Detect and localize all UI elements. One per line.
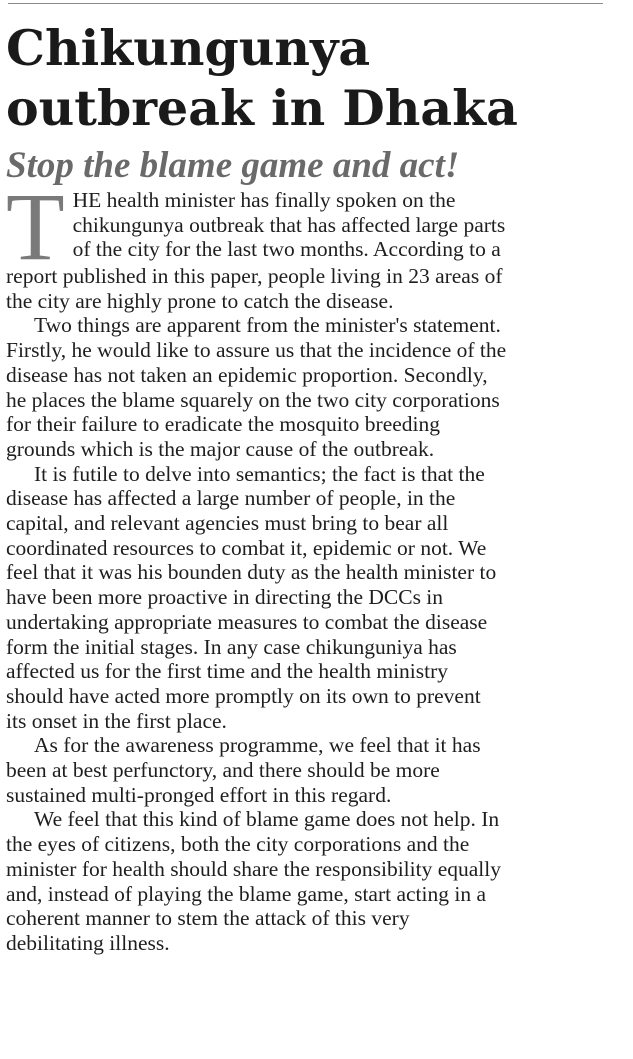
text-line: and, instead of playing the blame game, start acting in a	[6, 881, 487, 906]
text-line: have been more proactive in directing the DCCs in	[6, 585, 444, 610]
headline-line: outbreak in Dhaka	[6, 79, 518, 137]
text-line: It is futile to delve into semantics; the fact is that the	[34, 461, 485, 486]
text-line: been at best perfunctory, and there should be more	[6, 758, 440, 783]
text-line: minister for health should share the responsibility equally	[6, 856, 501, 881]
text-line: coordinated resources to combat it, epidemic or not. We	[6, 535, 487, 560]
text-line: Firstly, he would like to assure us that the incidence of the	[6, 338, 507, 363]
text-line: undertaking appropriate measures to combat the disease	[6, 609, 488, 634]
editorial-article	[6, 18, 606, 956]
paragraph	[6, 807, 606, 955]
paragraph	[6, 462, 606, 734]
text-line: report published in this paper, people living in 23 areas of	[6, 264, 503, 288]
headline	[6, 18, 606, 138]
drop-cap: T	[6, 173, 65, 280]
text-line: the eyes of citizens, both the city corporations and the	[6, 832, 470, 857]
text-line: disease has not taken an epidemic proportion. Secondly,	[6, 362, 488, 387]
text-line: We feel that this kind of blame game does not help. In	[34, 807, 500, 832]
text-line: affected us for the first time and the health ministry	[6, 659, 449, 684]
text-line: should have acted more promptly on its own to prevent	[6, 683, 481, 708]
text-line: Two things are apparent from the minister's statement.	[34, 313, 501, 338]
text-line: capital, and relevant agencies must bring to bear all	[6, 511, 449, 536]
text-line: feel that it was his bounden duty as the health minister to	[6, 560, 497, 585]
paragraph	[6, 173, 606, 313]
text-line: HE health minister has finally spoken on the	[72, 188, 456, 212]
paragraph	[6, 313, 606, 461]
text-line: coherent manner to stem the attack of this very	[6, 906, 410, 931]
text-line: sustained multi-pronged effort in this regard.	[6, 782, 392, 807]
headline-line: Chikungunya	[6, 19, 371, 77]
article-body	[6, 173, 606, 956]
text-line: its onset in the first place.	[6, 708, 227, 733]
paragraph	[6, 733, 606, 807]
text-line: chikungunya outbreak that has affected large parts	[72, 212, 506, 237]
text-line: grounds which is the major cause of the outbreak.	[6, 436, 435, 461]
text-line: debilitating illness.	[6, 930, 170, 955]
text-line: for their failure to eradicate the mosquito breeding	[6, 412, 441, 437]
subheadline: Stop the blame game and act!	[6, 145, 460, 186]
text-line: As for the awareness programme, we feel that it has	[34, 733, 481, 758]
text-line: form the initial stages. In any case chikunguniya has	[6, 634, 457, 659]
text-line: disease has affected a large number of people, in the	[6, 486, 456, 511]
text-line: he places the blame squarely on the two city corporations	[6, 387, 500, 412]
text-line: of the city for the last two months. According to a	[72, 237, 501, 262]
top-divider	[8, 3, 603, 4]
text-line: the city are highly prone to catch the disease.	[6, 288, 394, 313]
